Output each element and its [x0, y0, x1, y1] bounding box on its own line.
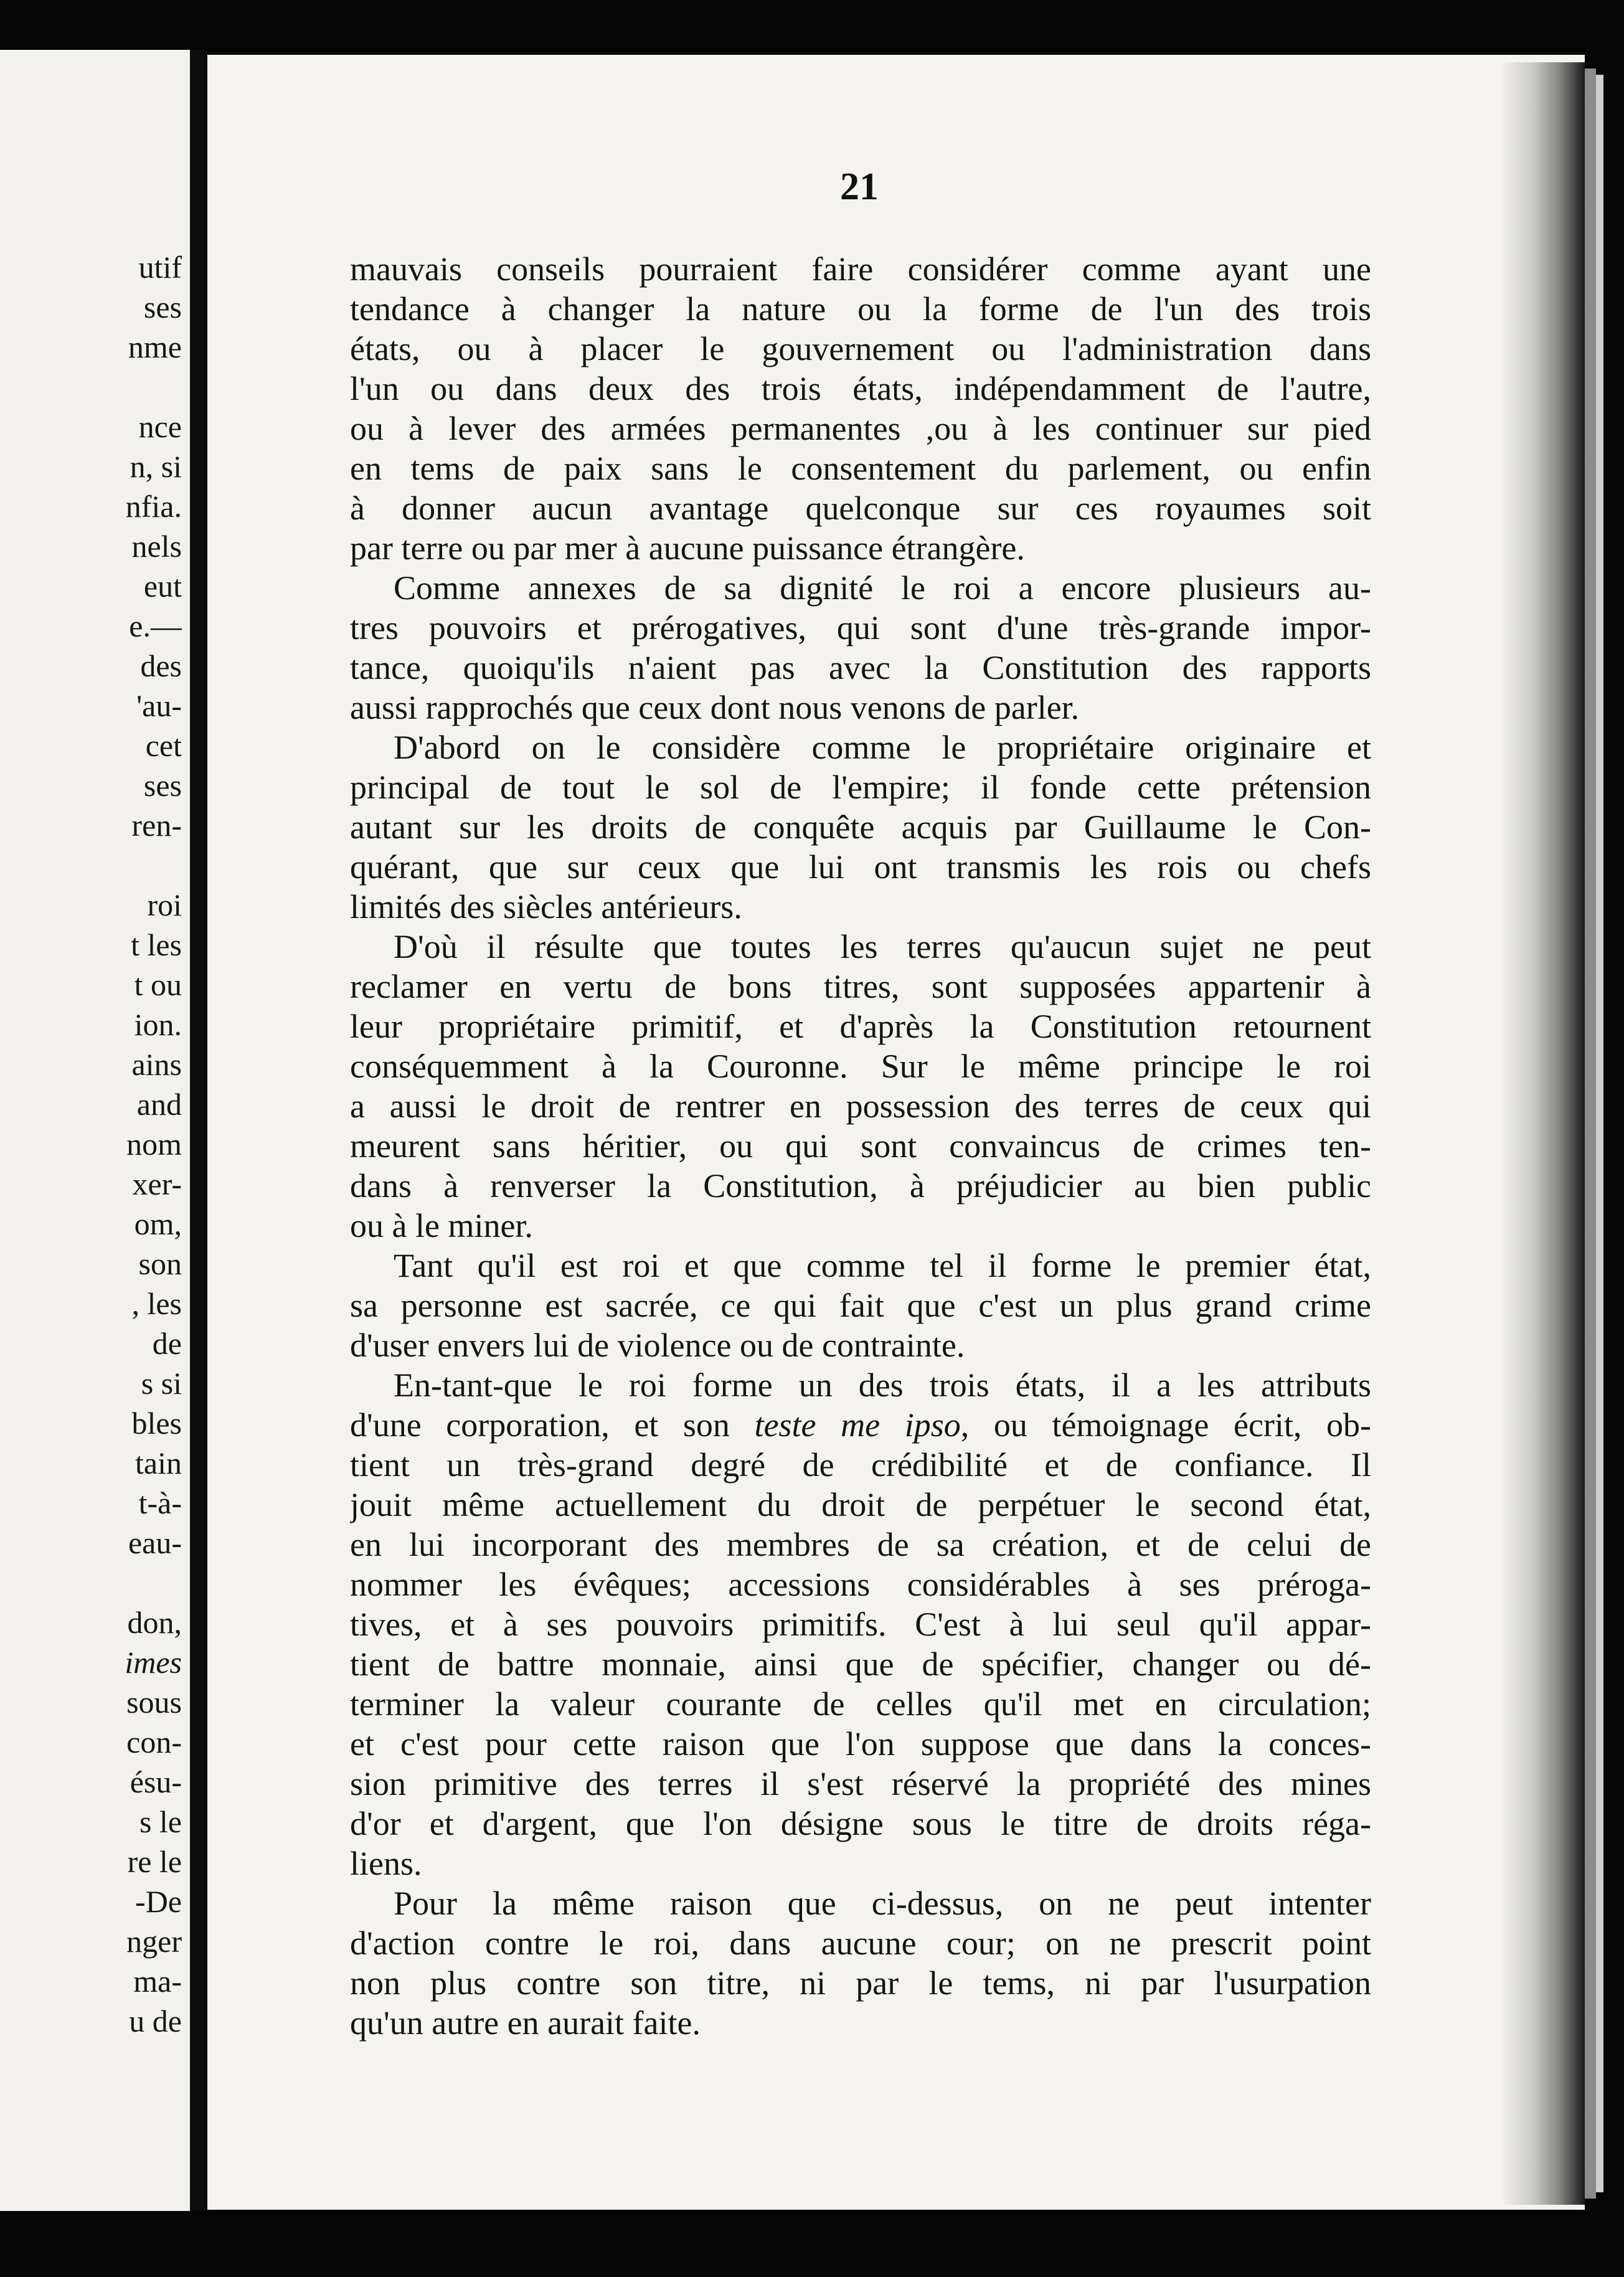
- previous-page-fragment: [0, 50, 190, 2211]
- previous-page-line: n, si: [130, 449, 182, 484]
- text-line: non plus contre son titre, ni par le tems, ni par l'usurpation: [350, 1964, 1371, 2002]
- text-line: En-tant-que le roi forme un des trois états, il a les attributs: [394, 1366, 1371, 1404]
- previous-page-line: and: [136, 1087, 182, 1122]
- previous-page-line: nce: [138, 409, 182, 444]
- text-line: d'or et d'argent, que l'on désigne sous le titre de droits réga-: [350, 1805, 1371, 1842]
- page-edge-shadow: [1501, 62, 1585, 2205]
- text-line: tient de battre monnaie, ainsi que de spécifier, changer ou dé-: [350, 1645, 1371, 1683]
- previous-page-line: ion.: [134, 1007, 182, 1042]
- text-line: D'abord on le considère comme le propriétaire originaire et: [394, 729, 1371, 766]
- previous-page-line: ésu-: [130, 1764, 182, 1799]
- text-segment: , ou témoignage écrit, ob-: [960, 1406, 1371, 1444]
- previous-page-line: u de: [129, 2004, 182, 2038]
- text-line: tient un très-grand degré de crédibilité et de confiance. Il: [350, 1446, 1371, 1484]
- text-line: limités des siècles antérieurs.: [350, 888, 742, 925]
- previous-page-line: , les: [131, 1286, 182, 1321]
- text-line: tance, quoiqu'ils n'aient pas avec la Constitution des rapports: [350, 649, 1371, 686]
- text-line: nommer les évêques; accessions considérables à ses préroga-: [350, 1566, 1371, 1603]
- previous-page-line: e.—: [129, 608, 182, 643]
- text-line: tives, et à ses pouvoirs primitifs. C'est à lui seul qu'il appar-: [350, 1606, 1371, 1643]
- previous-page-line: xer-: [132, 1167, 182, 1201]
- text-line: D'où il résulte que toutes les terres qu'aucun sujet ne peut: [394, 928, 1371, 965]
- italic-phrase: teste me ipso: [754, 1406, 961, 1444]
- text-line: sa personne est sacrée, ce qui fait que c'est un plus grand crime: [350, 1287, 1371, 1324]
- text-line: tres pouvoirs et prérogatives, qui sont d'une très-grande impor-: [350, 609, 1371, 646]
- page-body-text: [350, 249, 1371, 2043]
- previous-page-line: [0, 845, 182, 885]
- previous-page-line: ses: [143, 290, 182, 324]
- previous-page-line: t les: [131, 927, 182, 962]
- text-line: l'un ou dans deux des trois états, indépendamment de l'autre,: [350, 370, 1371, 407]
- text-line: ou à lever des armées permanentes ,ou à les continuer sur pied: [350, 410, 1371, 447]
- page-edge-stack: [1596, 75, 1603, 2192]
- previous-page-line: re le: [127, 1844, 182, 1879]
- previous-page-line: ses: [143, 768, 182, 803]
- previous-page-line: de: [152, 1326, 182, 1361]
- text-line: et c'est pour cette raison que l'on suppose que dans la conces-: [350, 1725, 1371, 1763]
- previous-page-line: ren-: [131, 808, 182, 843]
- text-line: jouit même actuellement du droit de perpétuer le second état,: [350, 1486, 1371, 1523]
- text-segment: d'une corporation, et son: [350, 1406, 730, 1444]
- text-line: Pour la même raison que ci-dessus, on ne peut intenter: [394, 1885, 1371, 1922]
- previous-page-line: [0, 367, 182, 407]
- previous-page-line: con-: [126, 1725, 182, 1759]
- text-line: Comme annexes de sa dignité le roi a encore plusieurs au-: [394, 569, 1371, 607]
- text-line: terminer la valeur courante de celles qu'il met en circulation;: [350, 1685, 1371, 1723]
- page-edge-stack: [1585, 69, 1596, 2199]
- previous-page-line: bles: [131, 1406, 182, 1441]
- previous-page-text: [0, 247, 182, 2041]
- previous-page-line: cet: [145, 728, 182, 763]
- text-line: par terre ou par mer à aucune puissance étrangère.: [350, 529, 1025, 567]
- text-line: liens.: [350, 1845, 422, 1882]
- previous-page-line: ains: [131, 1047, 182, 1082]
- book-gutter: [190, 50, 207, 2211]
- text-line: états, ou à placer le gouvernement ou l'administration dans: [350, 330, 1371, 367]
- text-line: à donner aucun avantage quelconque sur ces royaumes soit: [350, 490, 1371, 527]
- previous-page-line: imes: [125, 1645, 182, 1680]
- text-line: mauvais conseils pourraient faire considérer comme ayant une: [350, 250, 1371, 288]
- previous-page-line: utif: [138, 250, 182, 285]
- previous-page-line: des: [140, 648, 182, 683]
- text-line: reclamer en vertu de bons titres, sont supposées appartenir à: [350, 968, 1371, 1005]
- previous-page-line: don,: [127, 1605, 182, 1640]
- previous-page-line: roi: [147, 888, 182, 922]
- previous-page-line: nom: [126, 1127, 182, 1162]
- text-line: d'user envers lui de violence ou de contrainte.: [350, 1327, 965, 1364]
- text-line: aussi rapprochés que ceux dont nous venons de parler.: [350, 689, 1080, 726]
- page-number: 21: [840, 166, 879, 208]
- previous-page-line: [0, 1563, 182, 1602]
- previous-page-line: -De: [135, 1884, 182, 1919]
- previous-page-line: t-à-: [138, 1485, 182, 1520]
- previous-page-line: s le: [139, 1804, 182, 1839]
- text-line: principal de tout le sol de l'empire; il fonde cette prétension: [350, 769, 1371, 806]
- text-line: ou à le miner.: [350, 1207, 533, 1244]
- text-line: tendance à changer la nature ou la forme de l'un des trois: [350, 290, 1371, 328]
- previous-page-line: tain: [135, 1446, 182, 1480]
- text-line: qu'un autre en aurait faite.: [350, 2004, 701, 2042]
- previous-page-line: sous: [126, 1685, 182, 1720]
- previous-page-line: t ou: [134, 967, 182, 1002]
- previous-page-line: om,: [134, 1206, 182, 1241]
- text-line: a aussi le droit de rentrer en possession des terres de ceux qui: [350, 1087, 1371, 1125]
- text-line: quérant, que sur ceux que lui ont transmis les rois ou chefs: [350, 848, 1371, 886]
- text-line: conséquemment à la Couronne. Sur le même principe le roi: [350, 1048, 1371, 1085]
- text-line: en tems de paix sans le consentement du parlement, ou enfin: [350, 450, 1371, 487]
- previous-page-line: nels: [131, 529, 182, 564]
- previous-page-line: son: [138, 1246, 182, 1281]
- previous-page-line: eut: [143, 569, 182, 604]
- previous-page-line: 'au-: [136, 688, 182, 723]
- previous-page-line: eau-: [128, 1525, 182, 1560]
- text-line: en lui incorporant des membres de sa création, et de celui de: [350, 1526, 1371, 1563]
- previous-page-line: nger: [126, 1924, 182, 1959]
- previous-page-line: s si: [141, 1366, 182, 1401]
- text-line: meurent sans héritier, ou qui sont convaincus de crimes ten-: [350, 1127, 1371, 1165]
- text-line: autant sur les droits de conquête acquis par Guillaume le Con-: [350, 808, 1371, 846]
- text-line: dans à renverser la Constitution, à préjudicier au bien public: [350, 1167, 1371, 1205]
- text-line: d'action contre le roi, dans aucune cour; on ne prescrit point: [350, 1924, 1371, 1962]
- text-line: [350, 1405, 1371, 1445]
- text-line: sion primitive des terres il s'est réservé la propriété des mines: [350, 1765, 1371, 1802]
- previous-page-line: nfia.: [125, 489, 182, 524]
- previous-page-line: ma-: [133, 1964, 182, 1999]
- text-line: leur propriétaire primitif, et d'après la Constitution retournent: [350, 1008, 1371, 1045]
- text-line: Tant qu'il est roi et que comme tel il forme le premier état,: [394, 1247, 1371, 1284]
- previous-page-line: nme: [128, 329, 182, 364]
